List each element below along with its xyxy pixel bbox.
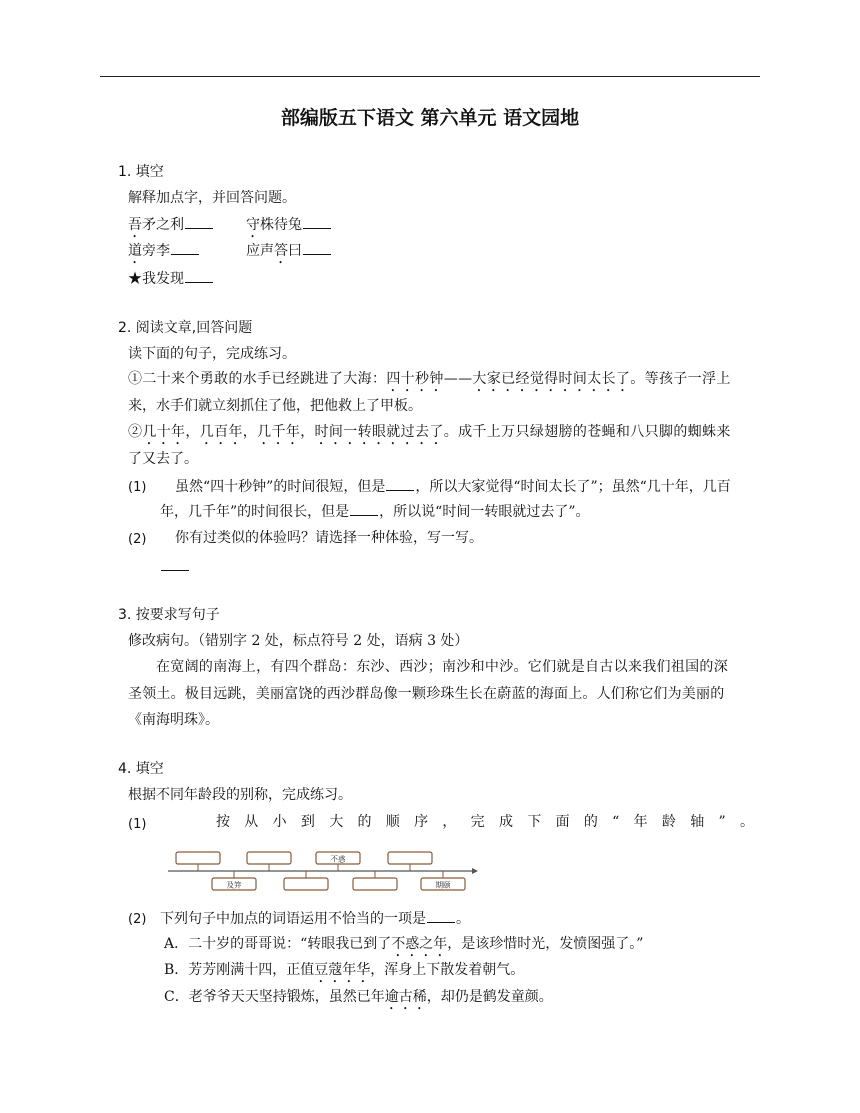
answer-blank[interactable] (161, 556, 189, 571)
answer-blank[interactable] (303, 240, 331, 255)
q4-part-1-char: 从 (244, 814, 259, 830)
q2-part-2-answer (160, 556, 190, 577)
q4-part-1-char: 。 (739, 814, 754, 830)
q4-part-1-char: 的 (357, 814, 372, 830)
q3-heading: 3. 按要求写句子 (118, 607, 220, 623)
q2-part-2-text: 你有过类似的体验吗？请选择一种体验，写一写。 (175, 530, 483, 546)
q4-part-1-char: 成 (498, 814, 513, 830)
answer-blank[interactable] (171, 240, 199, 255)
q4-option-a[interactable]: A．二十岁的哥哥说：“转眼我已到了不惑之年，是该珍惜时光，发愤图强了。” (164, 936, 644, 952)
q4-part-1-char: ， (442, 814, 457, 830)
q1-intro: 解释加点字，并回答问题。 (128, 190, 296, 206)
q4-part-1-char: 顺 (385, 814, 400, 830)
q2-part-1-line-2: 年，几千年”的时间很长，但是 ，所以说“时间一转眼就过去了”。 (160, 501, 590, 522)
age-axis-diagram (168, 848, 480, 894)
q2-intro: 读下面的句子，完成练习。 (128, 346, 296, 362)
q3-passage-line-1: 在宽阔的南海上，有四个群岛：东沙、西沙；南沙和中沙。它们就是自古以来我们祖国的深 (156, 659, 728, 675)
q4-heading: 4. 填空 (118, 761, 164, 777)
q4-part-2-number: (2) (128, 912, 147, 927)
q4-part-1-char: 龄 (661, 814, 676, 830)
q4-part-1-char: 年 (633, 814, 648, 830)
answer-blank[interactable] (303, 214, 331, 229)
q2-part-1-number: (1) (128, 480, 147, 495)
q4-part-1-char: 按 (216, 814, 230, 830)
q4-part-1-char: ” (718, 814, 726, 830)
q2-sentence-2-line-1: ②几十年，几百年，几千年，时间一转眼就过去了。成千上万只绿翅膀的苍蝇和八只脚的蜘蛛来 (128, 424, 731, 440)
age-box-empty[interactable] (247, 852, 291, 864)
q4-part-1-char: 小 (272, 814, 287, 830)
q4-part-1-char: 的 (583, 814, 598, 830)
age-label-jiji: 及笄 (226, 880, 242, 890)
age-box-empty[interactable] (176, 852, 220, 864)
q1-item-1: 吾矛之利 (128, 214, 214, 241)
q2-part-1-line-1: 虽然“四十秒钟”的时间很短，但是 ，所以大家觉得“时间太长了”；虽然“几十年，几百 (175, 476, 731, 497)
age-box-empty[interactable] (388, 852, 432, 864)
q4-option-c[interactable]: C．老爷爷天天坚持锻炼，虽然已年逾古稀，却仍是鹤发童颜。 (164, 989, 553, 1005)
q3-passage-line-2: 圣领土。极目远跳，美丽富饶的西沙群岛像一颗珍珠生长在蔚蓝的海面上。人们称它们为美丽的 (128, 686, 725, 702)
q4-part-1-char: 轴 (690, 814, 705, 830)
q4-part-1-char: 下 (527, 814, 542, 830)
q2-heading: 2. 阅读文章,回答问题 (118, 320, 253, 336)
answer-blank[interactable] (185, 268, 213, 283)
q3-intro: 修改病句。（错别字 2 处，标点符号 2 处，语病 3 处） (128, 633, 469, 649)
answer-blank[interactable] (185, 214, 213, 229)
q4-part-1-char: 大 (329, 814, 344, 830)
age-box-empty[interactable] (284, 878, 328, 890)
age-box-empty[interactable] (353, 878, 397, 890)
q2-part-2-number: (2) (128, 532, 147, 547)
q2-sentence-1-line-2: 来，水手们就立刻抓住了他，把他救上了甲板。 (128, 398, 422, 414)
q4-part-2-text: 下列句子中加点的词语运用不恰当的一项是 。 (160, 908, 470, 929)
q4-part-1-char: “ (612, 814, 620, 830)
answer-blank[interactable] (386, 476, 414, 491)
q4-part-1-char: 到 (300, 814, 315, 830)
page-title: 部编版五下语文 第六单元 语文园地 (280, 107, 580, 129)
q4-part-1-char: 完 (470, 814, 485, 830)
q4-part-1-number: (1) (128, 817, 147, 832)
q1-star-discovery: ★我发现 (128, 268, 214, 289)
top-rule (100, 76, 760, 77)
q1-item-4: 应声答曰 (246, 240, 332, 267)
q1-item-2: 守株待兔 (246, 214, 332, 241)
q4-option-b[interactable]: B．芳芳刚满十四，正值豆蔻年华，浑身上下散发着朝气。 (164, 962, 525, 978)
q4-part-1-char: 面 (555, 814, 570, 830)
age-label-qiyi: 期颐 (435, 880, 451, 890)
q4-part-1-text (216, 812, 754, 832)
answer-blank[interactable] (350, 501, 378, 516)
q3-passage-line-3: 《南海明珠》。 (128, 712, 219, 728)
age-label-buhuo: 不惑 (330, 854, 346, 864)
q2-sentence-2-line-2: 了又去了。 (128, 451, 198, 467)
age-axis-arrowhead (472, 868, 478, 874)
q1-item-3: 道旁李 (128, 240, 200, 267)
q2-sentence-1-line-1: ①二十来个勇敢的水手已经跳进了大海：四十秒钟——大家已经觉得时间太长了。等孩子一浮上 (128, 371, 731, 387)
q1-heading: 1. 填空 (118, 164, 164, 180)
q4-part-1-char: 序 (414, 814, 429, 830)
q4-intro: 根据不同年龄段的别称，完成练习。 (128, 787, 352, 803)
answer-blank[interactable] (427, 908, 455, 923)
